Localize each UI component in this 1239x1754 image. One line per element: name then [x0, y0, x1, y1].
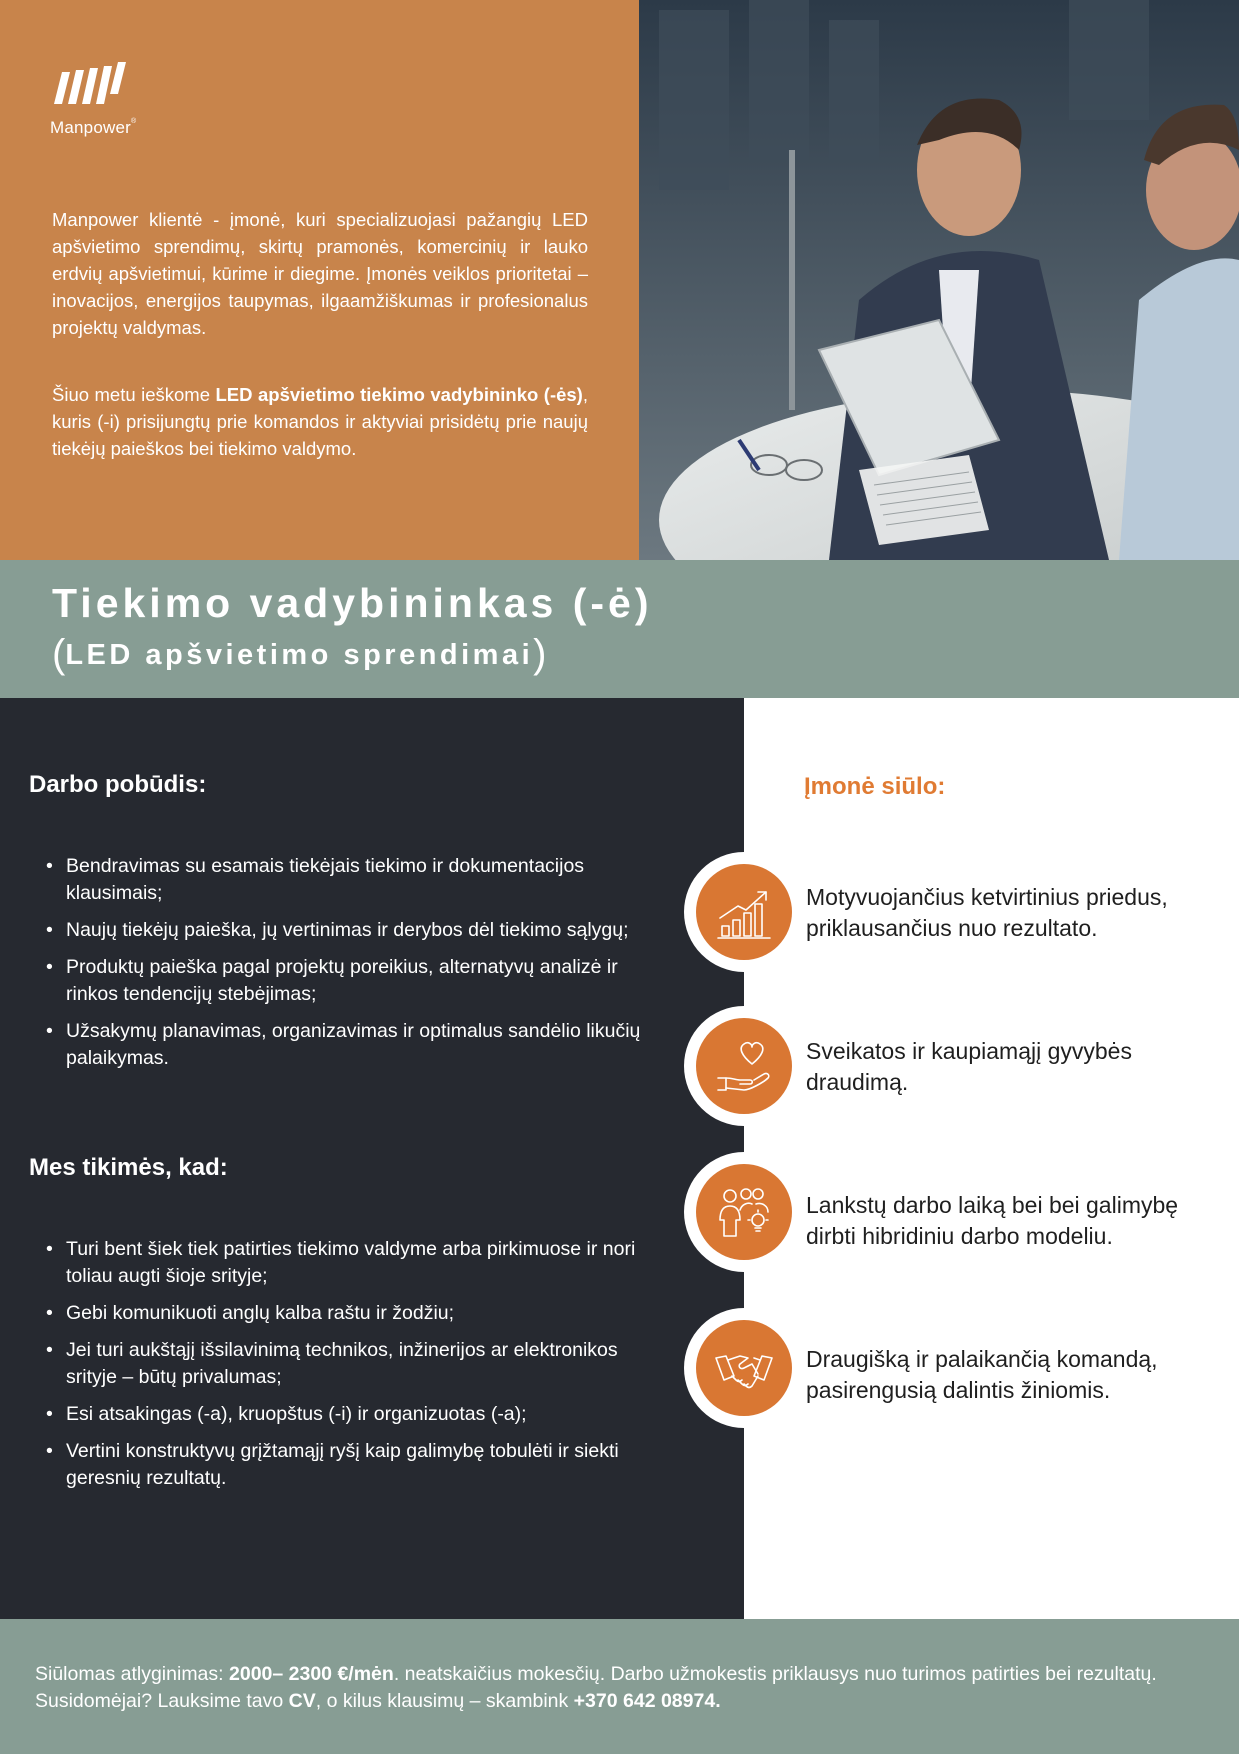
phone-number: +370 642 08974: [573, 1690, 716, 1712]
list-item: • Naujų tiekėjų paieška, jų vertinimas ir derybos dėl tiekimo sąlygų;: [46, 917, 646, 944]
list-item: • Jei turi aukštąjį išsilavinimą technikos, inžinerijos ar elektronikos srityje – būtų privalumas;: [46, 1337, 646, 1391]
offer-text-flexible-hours: Lankstų darbo laiką bei bei galimybę dirbti hibridiniu darbo modeliu.: [806, 1192, 1179, 1249]
logo-wordmark: Manpower®: [50, 118, 137, 137]
salary-footer: [0, 1619, 1239, 1754]
list-item: • Užsakymų planavimas, organizavimas ir optimalus sandėlio likučių palaikymas.: [46, 1018, 646, 1072]
expectations-list: [46, 1236, 646, 1502]
list-item: • Turi bent šiek tiek patirties tiekimo valdyme arba pirkimuose ir nori toliau augti šioje srityje;: [46, 1236, 646, 1290]
cv-label: CV: [288, 1690, 316, 1712]
handshake-icon: [712, 1336, 776, 1400]
position-highlight: LED apšvietimo tiekimo vadybininko (-ės): [215, 384, 583, 405]
growth-chart-icon: [712, 880, 776, 944]
offer-text-bonus: Motyvuojančius ketvirtinius priedus, priklausančius nuo rezultato.: [806, 884, 1168, 941]
intro-paragraph-1: Manpower klientė - įmonė, kuri specializuojasi pažangių LED apšvietimo sprendimų, skirtų pramonės, komercinių ir lauko erdvių apšvietimui, kūrime ir diegime. Įmonės veiklos prioritetai – inovacijos, energijos taupymas, ilgaamžiškumas ir profesionalus projektų valdymas.: [52, 209, 588, 338]
job-title-band: [0, 560, 1239, 698]
expectations-heading: Mes tikimės, kad:: [29, 1154, 228, 1181]
salary-contact-text: Siūlomas atlyginimas: 2000– 2300 €/mėn. neatskaičius mokesčių. Darbo užmokestis priklausys nuo turimos patirties bei rezultatų. Susidomėjai? Lauksime tavo CV, o kilus klausimų – skambink +370 642 08974.: [35, 1663, 1157, 1712]
manpower-logo-mark-icon: [50, 58, 140, 116]
list-item: • Produktų paieška pagal projektų poreikius, alternatyvų analizė ir rinkos tendencijų stebėjimas;: [46, 954, 646, 1008]
job-title: Tiekimo vadybininkas (-ė): [52, 580, 653, 626]
offer-icon-badge: [684, 852, 804, 972]
requirements-panel: [0, 698, 744, 1619]
hero-intro-panel: [0, 0, 639, 560]
intro-paragraph-2: Šiuo metu ieškome LED apšvietimo tiekimo vadybininko (-ės), kuris (-i) prisijungtų prie komandos ir aktyviai prisidėtų prie naujų tiekėjų paieškos bei tiekimo valdymo.: [52, 384, 588, 459]
offer-text-insurance: Sveikatos ir kaupiamąjį gyvybės draudimą.: [806, 1038, 1132, 1095]
manpower-logo: [50, 58, 160, 140]
people-idea-icon: [712, 1180, 776, 1244]
work-nature-heading: Darbo pobūdis:: [29, 771, 207, 798]
job-subtitle: (LED apšvietimo sprendimai): [52, 632, 547, 676]
list-item: • Esi atsakingas (-a), kruopštus (-i) ir organizuotas (-a);: [46, 1401, 646, 1428]
hero-photo-business-people: [639, 0, 1239, 560]
offer-panel: [744, 698, 1239, 1619]
heart-hand-icon: [712, 1034, 776, 1098]
offer-icon-badge: [684, 1152, 804, 1272]
offer-text-team: Draugišką ir palaikančią komandą, pasirengusią dalintis žiniomis.: [806, 1346, 1158, 1403]
work-nature-list: [46, 853, 646, 1082]
hero-section: [0, 0, 1239, 560]
salary-value: 2000– 2300 €/mėn: [229, 1663, 394, 1685]
office-meeting-illustration: [639, 0, 1239, 560]
offer-icon-badge: [684, 1308, 804, 1428]
offer-icon-badge: [684, 1006, 804, 1126]
list-item: • Bendravimas su esamais tiekėjais tiekimo ir dokumentacijos klausimais;: [46, 853, 646, 907]
list-item: • Gebi komunikuoti anglų kalba raštu ir žodžiu;: [46, 1300, 646, 1327]
list-item: • Vertini konstruktyvų grįžtamąjį ryšį kaip galimybę tobulėti ir siekti geresnių rezultatų.: [46, 1438, 646, 1492]
offer-heading: Įmonė siūlo:: [804, 773, 946, 800]
intro-text: [52, 206, 588, 462]
